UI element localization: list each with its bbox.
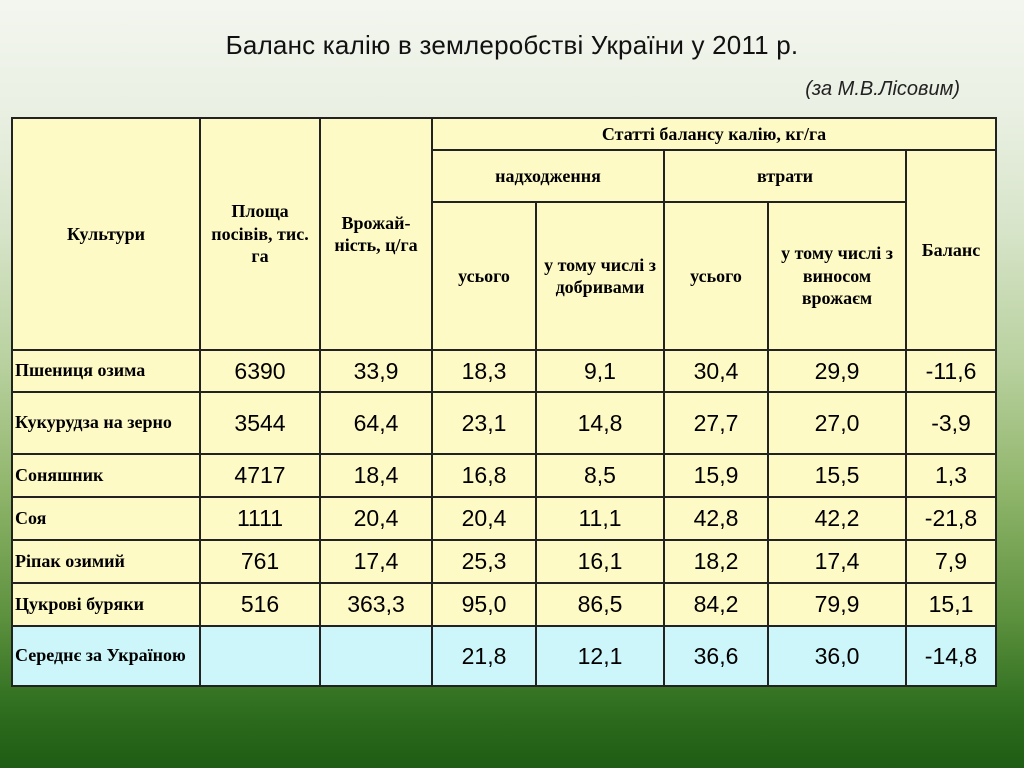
losses-harvest-value: 42,2 [768,497,906,540]
balance-value: -21,8 [906,497,996,540]
area-value: 4717 [200,454,320,497]
losses-harvest-value: 36,0 [768,626,906,686]
crop-name: Пшениця озима [12,350,200,392]
inflow-fertilizer-value: 12,1 [536,626,664,686]
header-balance-items: Статті балансу калію, кг/га [432,118,996,150]
inflow-fertilizer-value: 86,5 [536,583,664,626]
area-value: 6390 [200,350,320,392]
yield-value [320,626,432,686]
losses-total-value: 18,2 [664,540,768,583]
inflow-fertilizer-value: 14,8 [536,392,664,454]
table-row [12,350,996,392]
area-value: 516 [200,583,320,626]
area-value: 3544 [200,392,320,454]
average-label: Середнє за Україною [12,626,200,686]
inflow-fertilizer-value: 8,5 [536,454,664,497]
crop-name: Соняшник [12,454,200,497]
header-inflow: надходження [432,150,664,202]
inflow-total-value: 95,0 [432,583,536,626]
table-row [12,392,996,454]
inflow-fertilizer-value: 11,1 [536,497,664,540]
losses-total-value: 27,7 [664,392,768,454]
header-row-1 [12,118,996,150]
balance-value: -11,6 [906,350,996,392]
losses-total-value: 84,2 [664,583,768,626]
losses-total-value: 15,9 [664,454,768,497]
balance-value: -3,9 [906,392,996,454]
header-losses-harvest: у тому числі з виносом врожаєм [768,202,906,350]
header-balance: Баланс [906,150,996,350]
table-row [12,454,996,497]
slide-title: Баланс калію в землеробстві України у 2011 р. [225,30,799,60]
balance-value: 1,3 [906,454,996,497]
balance-value: 15,1 [906,583,996,626]
header-crop: Культури [12,118,200,350]
yield-value: 18,4 [320,454,432,497]
header-losses-total: усього [664,202,768,350]
crop-name: Кукурудза на зерно [12,392,200,454]
header-inflow-total: усього [432,202,536,350]
losses-harvest-value: 17,4 [768,540,906,583]
potassium-balance-table [11,117,997,687]
inflow-total-value: 16,8 [432,454,536,497]
yield-value: 17,4 [320,540,432,583]
losses-harvest-value: 79,9 [768,583,906,626]
header-inflow-fertilizers: у тому числі з добривами [536,202,664,350]
area-value [200,626,320,686]
crop-name: Ріпак озимий [12,540,200,583]
table-row [12,497,996,540]
yield-value: 363,3 [320,583,432,626]
slide-subtitle: (за М.В.Лісовим) [805,78,960,100]
crop-name: Соя [12,497,200,540]
table-row [12,540,996,583]
yield-value: 20,4 [320,497,432,540]
crop-name: Цукрові буряки [12,583,200,626]
losses-total-value: 42,8 [664,497,768,540]
inflow-fertilizer-value: 16,1 [536,540,664,583]
area-value: 761 [200,540,320,583]
losses-total-value: 36,6 [664,626,768,686]
losses-total-value: 30,4 [664,350,768,392]
losses-harvest-value: 27,0 [768,392,906,454]
area-value: 1111 [200,497,320,540]
losses-harvest-value: 29,9 [768,350,906,392]
table-row [12,583,996,626]
yield-value: 64,4 [320,392,432,454]
inflow-total-value: 23,1 [432,392,536,454]
balance-value: -14,8 [906,626,996,686]
inflow-total-value: 18,3 [432,350,536,392]
balance-value: 7,9 [906,540,996,583]
header-area: Площа посівів, тис. га [200,118,320,350]
inflow-total-value: 20,4 [432,497,536,540]
header-losses: втрати [664,150,906,202]
losses-harvest-value: 15,5 [768,454,906,497]
inflow-total-value: 25,3 [432,540,536,583]
inflow-fertilizer-value: 9,1 [536,350,664,392]
header-yield: Врожай-ність, ц/га [320,118,432,350]
average-row [12,626,996,686]
yield-value: 33,9 [320,350,432,392]
inflow-total-value: 21,8 [432,626,536,686]
